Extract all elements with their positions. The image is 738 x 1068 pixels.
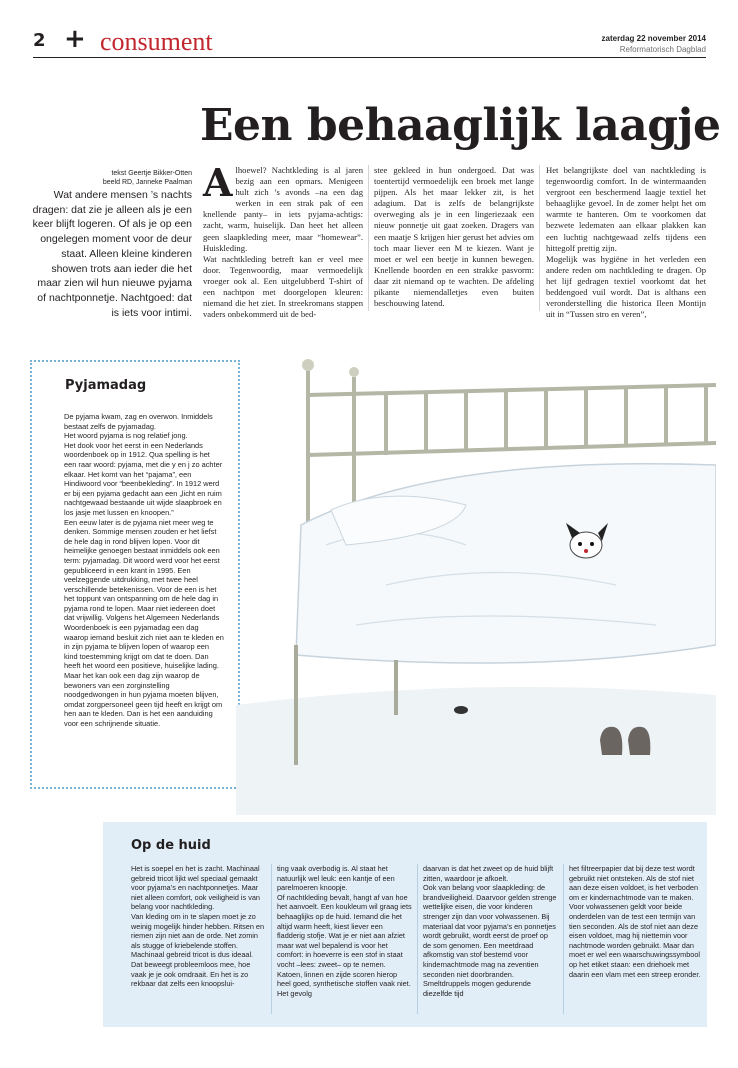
- section-title: consument: [100, 27, 213, 56]
- column-divider: [271, 864, 272, 1014]
- newspaper-name: Reformatorisch Dagblad: [619, 45, 706, 54]
- byline-text: tekst Geertje Bikker-Otten: [111, 170, 192, 177]
- article-column-1-text: lhoewel? Nachtkleding is al jaren bezig aan een opmars. Menigeen hult zich ’s avonds –na een dag werken in een strak pak of een knellende panty– in iets pyjama-achtigs: zacht, warm, huiselijk. Dan heet het alleen geen slaapkleding meer, maar “homewear”. Huiskleding. Wat nachtkleding betreft kan er veel mee door. Tegenwoordig, maar vermoedelijk vroeger ook al. Een uitgelubberd T-shirt of een nachtpon met doorgelopen kleuren: niemand die het ziet. In streekromans stappen vaders onbekommerd uit de bed-: [203, 165, 363, 320]
- drop-cap: A: [203, 160, 233, 205]
- article-intro: Wat andere mensen ’s nachts dragen: dat zie je alleen als je een keer blijft logeren. Of als je op een ongelegen moment voor de deur staat. Alleen kleine kinderen showen trots aan ieder die het maar zien wil hun nieuwe pyjama of nachtponnetje. Nachtgoed: dat is iets voor intimi.: [32, 189, 192, 319]
- issue-date: zaterdag 22 november 2014: [601, 34, 706, 43]
- mouse-icon: [454, 706, 468, 714]
- pyjamadag-title: Pyjamadag: [65, 378, 147, 393]
- bedpost-knob: [302, 359, 314, 371]
- page-number: 2: [33, 30, 46, 51]
- op-de-huid-column-3: daarvan is dat het zweet op de huid blijft zitten, waardoor je afkoelt. Ook van belang voor slaapkleding: de brandveiligheid. Daarvoor gelden strenge wettelijke eisen, die voor kinderen strenger zijn dan voor volwassenen. Bij materiaal dat voor pyjama’s en ponnetjes wordt gebruikt, wordt eerst de proef op de som genomen. Een meetdraad afkomstig van stof bestemd voor kindernachtmode mag na zeventien seconden niet doorbranden. Smeltdruppels mogen gedurende diezelfde tijd: [423, 864, 557, 998]
- op-de-huid-title: Op de huid: [131, 838, 211, 853]
- op-de-huid-column-2: ting vaak overbodig is. Al staat het natuurlijk wel leuk: een kantje of een parelmoeren knoopje. Of nachtkleding bevalt, hangt af van hoe het aanvoelt. Een koukleum wil graag iets behaaglijks op de huid. Iemand die het altijd warm heeft, kiest liever een fladderig stofje. Wat je er niet aan afziet maar wat wel bepalend is voor het comfort: in hoeverre is een stof in staat vocht –lees: zweet– op te nemen. Katoen, linnen en zijde scoren hierop heel goed, synthetische stoffen vaak niet. Het gevolg: [277, 864, 412, 998]
- byline-image: beeld RD, Janneke Paalman: [102, 179, 192, 186]
- pyjamadag-text: De pyjama kwam, zag en overwon. Inmiddels bestaat zelfs de pyjamadag. Het woord pyjama is nog relatief jong. Het dook voor het eerst in een Nederlands woordenboek op in 1912. Qua spelling is het een raar woord: pyjama, met die y en j zo achter elkaar. Het komt van het “pajama”, een Hindiwoord voor “beenbekleding”. In 1912 werd er bij een pyjama gedacht aan een „licht en ruim nachtgewaad bestaande uit wijde slaapbroek en los jasje met lussen en knoopen.” Een eeuw later is de pyjama niet meer weg te denken. Sommige mensen zouden er het liefst de hele dag in rond blijven lopen. Voor dit heimelijke genoegen bestaat inmiddels ook een term: pyjamadag. Dit woord werd voor het eerst gepubliceerd in een krant in 1995. Een veelzeggende uitdrukking, met twee heel verschillende betekenissen. Voor de een is het het toppunt van ontspanning om de hele dag in pyjama rond te lopen. Maar niet iedereen doet dat vrijwillig. Volgens het Algemeen Nederlands Woordenboek is een pyjamadag een dag waarop iemand besluit zich niet aan te kleden en in zijn pyjama te blijven lopen of waarop een kind toestemming krijgt om dat te doen. Dan heeft het woord een positieve, huiselijke lading. Maar het kan ook een dag zijn waarop de bewoners van een zorginstelling noodgedwongen in hun pyjama moeten blijven, omdat zorgpersoneel geen tijd heeft en krijgt om hen aan te kleden. Dan is het een aanduiding voor een schrijnende situatie.: [64, 412, 224, 728]
- article-column-1: [203, 160, 363, 320]
- bedpost-knob: [349, 367, 359, 377]
- column-divider: [417, 864, 418, 1014]
- op-de-huid-column-4: het filtreerpapier dat bij deze test wordt gebruikt niet ontsteken. Als de stof niet aan deze eisen voldoet, is het verboden om er kindernachtmode van te maken. Voor volwassenen geldt voor beide onderdelen van de test een termijn van tien seconden. Als de stof niet aan deze eisen voldoet, mag hij niettemin voor nachtmode worden gebruikt. Maar dan moet er wel een waarschuwingssymbool op het etiket staan: een driehoek met daarin een vlam met een streep eronder.: [569, 864, 701, 979]
- column-divider: [368, 165, 369, 311]
- column-divider: [563, 864, 564, 1014]
- header-divider: [33, 57, 706, 58]
- article-column-3: Het belangrijkste doel van nachtkleding is tegenwoordig comfort. In de wintermaanden vergroot een beschermend laagje textiel het behaaglijke gevoel. In de zomer helpt het om warmte te hanteren. Om te voorkomen dat bezwete ledematen aan elkaar plakken kan een luchtig nachtgewaad zelfs tijdens een hittegolf prettig zijn. Mogelijk was hygiëne in het verleden een andere reden om nachtkleding te dragen. Op het lijf gedragen textiel voorkomt dat het beddengoed vuil wordt. Dat is althans een veronderstelling die historica Ileen Montijn uit in “Tussen stro en veren”,: [546, 165, 706, 320]
- column-divider: [539, 165, 540, 311]
- plus-logo-icon: +: [64, 24, 86, 54]
- article-column-2: stee gekleed in hun ondergoed. Dat was toentertijd vermoedelijk een broek met lange pijpen. Als het maar lekker zit, is het adagium. Dat is zelfs de belangrijkste overweging als je in een lingeriezaak een nieuw ponnetje uit gaat zoeken. Dragers van een maatje S krijgen hier gerust het advies om toch maar liever een M te kiezen. Want je moet er wel een beetje in kunnen bewegen. Knellende boorden en een strakke pasvorm: daar zit niemand op te wachten. De afdeling pikante niemendalletjes even buiten beschouwing latend.: [374, 165, 534, 309]
- blanket: [296, 464, 716, 663]
- op-de-huid-column-1: Het is soepel en het is zacht. Machinaal gebreid tricot lijkt wel speciaal gemaakt voor pyjama’s en nachtponnetjes. Maar niet alleen comfort, ook veiligheid is van belang voor nachtkleding. Van kleding om in te slapen moet je zo weinig mogelijk hinder hebben. Ritsen en riemen zijn niet aan de orde. Net zomin als stugge of kriebelende stoffen. Machinaal gebreid tricot is dus ideaal. Dat beweegt probleemloos mee, hoe vaak je je ook omdraait. En het is zo rekbaar dat zelfs een knoopslui-: [131, 864, 265, 989]
- article-headline: Een behaaglijk laagje: [200, 100, 721, 151]
- bed-illustration: [236, 345, 716, 815]
